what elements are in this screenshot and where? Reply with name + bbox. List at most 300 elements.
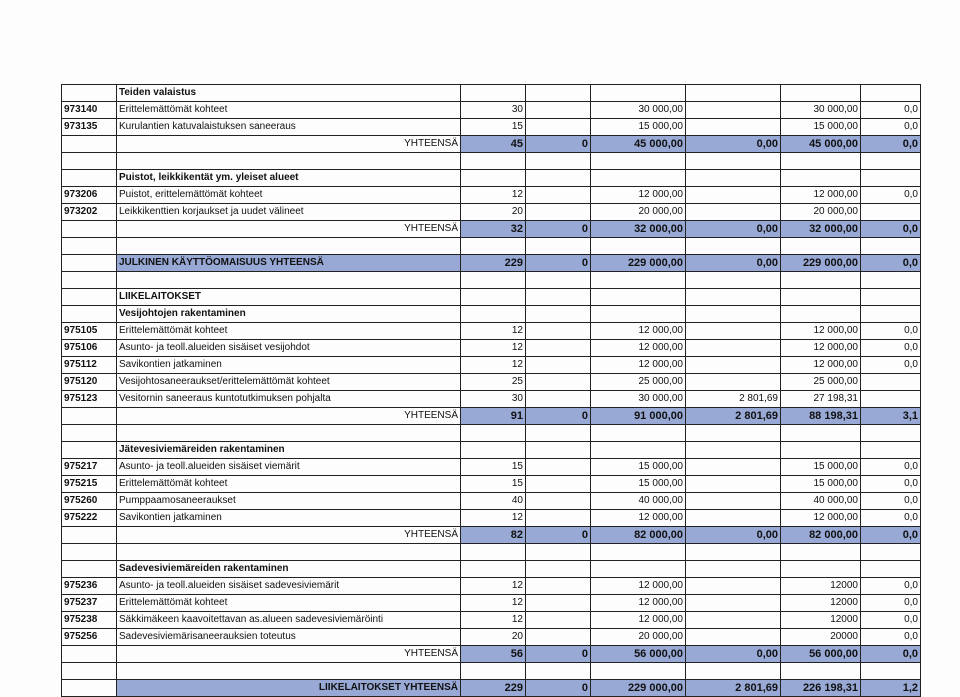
empty-cell xyxy=(686,561,781,578)
item-description: Puistot, erittelemättömät kohteet xyxy=(117,187,461,204)
empty-cell xyxy=(781,85,861,102)
empty-cell xyxy=(861,153,921,170)
value-b xyxy=(526,374,591,391)
empty-cell xyxy=(686,544,781,561)
value-b xyxy=(526,510,591,527)
table-row xyxy=(62,102,921,119)
value-b xyxy=(526,187,591,204)
total-row xyxy=(62,680,921,697)
value-d xyxy=(686,629,781,646)
item-description: Kurulantien katuvalaistuksen saneeraus xyxy=(117,119,461,136)
total-d: 0,00 xyxy=(686,136,781,153)
table-row xyxy=(62,187,921,204)
total-label: YHTEENSÄ xyxy=(117,221,461,238)
empty-cell xyxy=(62,170,117,187)
value-b xyxy=(526,476,591,493)
empty-cell xyxy=(461,425,526,442)
value-b xyxy=(526,612,591,629)
value-a: 12 xyxy=(461,323,526,340)
total-a: 229 xyxy=(461,680,526,697)
value-e: 12 000,00 xyxy=(781,323,861,340)
value-a: 12 xyxy=(461,578,526,595)
value-a: 12 xyxy=(461,357,526,374)
value-d xyxy=(686,459,781,476)
value-d xyxy=(686,595,781,612)
empty-cell xyxy=(117,153,461,170)
value-c: 12 000,00 xyxy=(591,578,686,595)
empty-cell xyxy=(861,272,921,289)
total-e: 32 000,00 xyxy=(781,221,861,238)
value-e: 27 198,31 xyxy=(781,391,861,408)
empty-cell xyxy=(781,153,861,170)
account-code: 973140 xyxy=(62,102,117,119)
empty-cell xyxy=(461,153,526,170)
empty-cell xyxy=(861,442,921,459)
total-b: 0 xyxy=(526,408,591,425)
value-c: 15 000,00 xyxy=(591,459,686,476)
empty-cell xyxy=(591,85,686,102)
empty-cell xyxy=(591,306,686,323)
empty-cell xyxy=(461,272,526,289)
section-title: Jätevesiviemäreiden rakentaminen xyxy=(117,442,461,459)
empty-cell xyxy=(861,85,921,102)
value-e: 12000 xyxy=(781,595,861,612)
budget-table xyxy=(61,84,921,697)
empty-cell xyxy=(686,238,781,255)
empty-cell xyxy=(62,561,117,578)
spacer-row xyxy=(62,425,921,442)
empty-cell xyxy=(686,442,781,459)
table-row xyxy=(62,629,921,646)
empty-cell xyxy=(526,442,591,459)
total-e: 229 000,00 xyxy=(781,255,861,272)
value-f: 0,0 xyxy=(861,187,921,204)
section-title: Puistot, leikkikentät ym. yleiset alueet xyxy=(117,170,461,187)
empty-cell xyxy=(526,425,591,442)
account-code: 973135 xyxy=(62,119,117,136)
spacer-row xyxy=(62,238,921,255)
empty-cell xyxy=(686,306,781,323)
value-b xyxy=(526,595,591,612)
total-e: 82 000,00 xyxy=(781,527,861,544)
total-a: 91 xyxy=(461,408,526,425)
value-f: 0,0 xyxy=(861,578,921,595)
value-a: 15 xyxy=(461,476,526,493)
value-c: 15 000,00 xyxy=(591,119,686,136)
account-code: 975105 xyxy=(62,323,117,340)
value-a: 12 xyxy=(461,612,526,629)
total-f: 0,0 xyxy=(861,646,921,663)
table-row xyxy=(62,459,921,476)
value-e: 12 000,00 xyxy=(781,510,861,527)
total-e: 56 000,00 xyxy=(781,646,861,663)
value-a: 12 xyxy=(461,595,526,612)
total-row xyxy=(62,527,921,544)
total-label: YHTEENSÄ xyxy=(117,527,461,544)
value-e: 25 000,00 xyxy=(781,374,861,391)
total-c: 229 000,00 xyxy=(591,255,686,272)
empty-cell xyxy=(861,289,921,306)
empty-cell xyxy=(861,425,921,442)
empty-cell xyxy=(62,544,117,561)
account-code: 975106 xyxy=(62,340,117,357)
account-code: 973202 xyxy=(62,204,117,221)
value-e: 12 000,00 xyxy=(781,340,861,357)
value-f: 0,0 xyxy=(861,510,921,527)
value-e: 15 000,00 xyxy=(781,119,861,136)
value-f xyxy=(861,204,921,221)
empty-cell xyxy=(62,136,117,153)
value-f: 0,0 xyxy=(861,119,921,136)
empty-cell xyxy=(781,561,861,578)
empty-cell xyxy=(461,442,526,459)
section-title-row xyxy=(62,85,921,102)
empty-cell xyxy=(591,238,686,255)
total-f: 3,1 xyxy=(861,408,921,425)
empty-cell xyxy=(686,425,781,442)
value-c: 40 000,00 xyxy=(591,493,686,510)
item-description: Säkkimäkeen kaavoitettavan as.alueen sadevesiviemäröinti xyxy=(117,612,461,629)
value-b xyxy=(526,629,591,646)
value-f xyxy=(861,374,921,391)
value-a: 15 xyxy=(461,459,526,476)
value-f: 0,0 xyxy=(861,459,921,476)
empty-cell xyxy=(526,306,591,323)
empty-cell xyxy=(861,561,921,578)
value-c: 12 000,00 xyxy=(591,323,686,340)
total-d: 0,00 xyxy=(686,527,781,544)
value-a: 25 xyxy=(461,374,526,391)
total-d: 2 801,69 xyxy=(686,680,781,697)
value-f: 0,0 xyxy=(861,476,921,493)
value-d xyxy=(686,612,781,629)
empty-cell xyxy=(861,306,921,323)
empty-cell xyxy=(461,238,526,255)
value-a: 20 xyxy=(461,629,526,646)
account-code: 975256 xyxy=(62,629,117,646)
total-row xyxy=(62,221,921,238)
empty-cell xyxy=(686,153,781,170)
total-d: 0,00 xyxy=(686,221,781,238)
value-d: 2 801,69 xyxy=(686,391,781,408)
total-b: 0 xyxy=(526,221,591,238)
item-description: Savikontien jatkaminen xyxy=(117,510,461,527)
value-c: 12 000,00 xyxy=(591,612,686,629)
item-description: Asunto- ja teoll.alueiden sisäiset vesijohdot xyxy=(117,340,461,357)
empty-cell xyxy=(62,646,117,663)
value-e: 12000 xyxy=(781,612,861,629)
section-title: Sadevesiviemäreiden rakentaminen xyxy=(117,561,461,578)
total-b: 0 xyxy=(526,527,591,544)
table-row xyxy=(62,578,921,595)
total-f: 1,2 xyxy=(861,680,921,697)
table-row xyxy=(62,323,921,340)
account-code: 975120 xyxy=(62,374,117,391)
value-c: 15 000,00 xyxy=(591,476,686,493)
empty-cell xyxy=(62,527,117,544)
total-a: 32 xyxy=(461,221,526,238)
value-d xyxy=(686,493,781,510)
value-a: 12 xyxy=(461,510,526,527)
table-row xyxy=(62,612,921,629)
value-b xyxy=(526,119,591,136)
section-title-row xyxy=(62,306,921,323)
total-d: 0,00 xyxy=(686,255,781,272)
table-row xyxy=(62,493,921,510)
total-f: 0,0 xyxy=(861,527,921,544)
value-c: 12 000,00 xyxy=(591,510,686,527)
empty-cell xyxy=(591,544,686,561)
table-row xyxy=(62,340,921,357)
value-b xyxy=(526,323,591,340)
total-f: 0,0 xyxy=(861,255,921,272)
value-b xyxy=(526,459,591,476)
item-description: Vesijohtosaneeraukset/erittelemättömät kohteet xyxy=(117,374,461,391)
empty-cell xyxy=(686,85,781,102)
value-d xyxy=(686,340,781,357)
empty-cell xyxy=(62,408,117,425)
empty-cell xyxy=(62,85,117,102)
value-b xyxy=(526,357,591,374)
value-f: 0,0 xyxy=(861,493,921,510)
total-label: JULKINEN KÄYTTÖOMAISUUS YHTEENSÄ xyxy=(117,255,461,272)
spacer-row xyxy=(62,544,921,561)
table-row xyxy=(62,204,921,221)
account-code: 975112 xyxy=(62,357,117,374)
value-f: 0,0 xyxy=(861,102,921,119)
empty-cell xyxy=(526,289,591,306)
item-description: Asunto- ja teoll.alueiden sisäiset viemärit xyxy=(117,459,461,476)
empty-cell xyxy=(781,272,861,289)
value-e: 15 000,00 xyxy=(781,476,861,493)
empty-cell xyxy=(526,561,591,578)
empty-cell xyxy=(861,544,921,561)
value-f: 0,0 xyxy=(861,340,921,357)
empty-cell xyxy=(591,561,686,578)
value-f: 0,0 xyxy=(861,323,921,340)
value-d xyxy=(686,187,781,204)
value-c: 12 000,00 xyxy=(591,340,686,357)
account-code: 975236 xyxy=(62,578,117,595)
value-f: 0,0 xyxy=(861,595,921,612)
empty-cell xyxy=(461,544,526,561)
total-e: 88 198,31 xyxy=(781,408,861,425)
total-f: 0,0 xyxy=(861,221,921,238)
value-c: 12 000,00 xyxy=(591,357,686,374)
empty-cell xyxy=(591,170,686,187)
empty-cell xyxy=(62,442,117,459)
total-b: 0 xyxy=(526,255,591,272)
section-title: LIIKELAITOKSET xyxy=(117,289,461,306)
value-b xyxy=(526,391,591,408)
value-e: 12000 xyxy=(781,578,861,595)
total-row xyxy=(62,255,921,272)
empty-cell xyxy=(461,170,526,187)
item-description: Vesitornin saneeraus kuntotutkimuksen pohjalta xyxy=(117,391,461,408)
table-row xyxy=(62,119,921,136)
value-b xyxy=(526,204,591,221)
total-c: 32 000,00 xyxy=(591,221,686,238)
account-code: 973206 xyxy=(62,187,117,204)
value-f: 0,0 xyxy=(861,357,921,374)
account-code: 975217 xyxy=(62,459,117,476)
table-row xyxy=(62,357,921,374)
total-a: 229 xyxy=(461,255,526,272)
value-d xyxy=(686,578,781,595)
empty-cell xyxy=(62,255,117,272)
value-c: 20 000,00 xyxy=(591,629,686,646)
value-a: 15 xyxy=(461,119,526,136)
total-label: LIIKELAITOKSET YHTEENSÄ xyxy=(117,680,461,697)
empty-cell xyxy=(62,221,117,238)
value-a: 20 xyxy=(461,204,526,221)
empty-cell xyxy=(62,272,117,289)
table-row xyxy=(62,510,921,527)
value-d xyxy=(686,204,781,221)
empty-cell xyxy=(62,680,117,697)
value-a: 40 xyxy=(461,493,526,510)
section-title-row xyxy=(62,289,921,306)
empty-cell xyxy=(62,153,117,170)
total-b: 0 xyxy=(526,136,591,153)
table-row xyxy=(62,595,921,612)
table-row xyxy=(62,476,921,493)
total-a: 82 xyxy=(461,527,526,544)
empty-cell xyxy=(591,425,686,442)
value-a: 12 xyxy=(461,187,526,204)
total-b: 0 xyxy=(526,646,591,663)
item-description: Asunto- ja teoll.alueiden sisäiset sadevesiviemärit xyxy=(117,578,461,595)
empty-cell xyxy=(781,544,861,561)
empty-cell xyxy=(62,289,117,306)
empty-cell xyxy=(781,238,861,255)
section-title-row xyxy=(62,170,921,187)
total-row xyxy=(62,136,921,153)
empty-cell xyxy=(686,272,781,289)
value-d xyxy=(686,102,781,119)
spacer-row xyxy=(62,272,921,289)
value-b xyxy=(526,340,591,357)
value-d xyxy=(686,476,781,493)
item-description: Savikontien jatkaminen xyxy=(117,357,461,374)
value-e: 40 000,00 xyxy=(781,493,861,510)
value-c: 20 000,00 xyxy=(591,204,686,221)
item-description: Erittelemättömät kohteet xyxy=(117,323,461,340)
item-description: Pumppaamosaneeraukset xyxy=(117,493,461,510)
value-c: 12 000,00 xyxy=(591,187,686,204)
account-code: 975222 xyxy=(62,510,117,527)
value-f: 0,0 xyxy=(861,629,921,646)
empty-cell xyxy=(781,442,861,459)
total-label: YHTEENSÄ xyxy=(117,646,461,663)
empty-cell xyxy=(461,85,526,102)
total-c: 91 000,00 xyxy=(591,408,686,425)
account-code: 975238 xyxy=(62,612,117,629)
total-label: YHTEENSÄ xyxy=(117,408,461,425)
total-a: 45 xyxy=(461,136,526,153)
empty-cell xyxy=(526,272,591,289)
total-d: 2 801,69 xyxy=(686,408,781,425)
empty-cell xyxy=(526,544,591,561)
empty-cell xyxy=(526,153,591,170)
section-title-row xyxy=(62,442,921,459)
value-d xyxy=(686,374,781,391)
section-title: Vesijohtojen rakentaminen xyxy=(117,306,461,323)
empty-cell xyxy=(861,170,921,187)
empty-cell xyxy=(591,272,686,289)
total-c: 82 000,00 xyxy=(591,527,686,544)
empty-cell xyxy=(62,238,117,255)
account-code: 975260 xyxy=(62,493,117,510)
value-e: 15 000,00 xyxy=(781,459,861,476)
empty-cell xyxy=(686,170,781,187)
empty-cell xyxy=(591,442,686,459)
empty-cell xyxy=(591,289,686,306)
total-c: 229 000,00 xyxy=(591,680,686,697)
value-c: 12 000,00 xyxy=(591,595,686,612)
item-description: Erittelemättömät kohteet xyxy=(117,595,461,612)
empty-cell xyxy=(686,289,781,306)
value-d xyxy=(686,323,781,340)
empty-cell xyxy=(62,425,117,442)
total-c: 45 000,00 xyxy=(591,136,686,153)
budget-table-body xyxy=(62,85,921,697)
value-a: 30 xyxy=(461,102,526,119)
value-d xyxy=(686,119,781,136)
value-a: 12 xyxy=(461,340,526,357)
empty-cell xyxy=(526,238,591,255)
empty-cell xyxy=(117,238,461,255)
empty-cell xyxy=(781,170,861,187)
value-b xyxy=(526,578,591,595)
total-b: 0 xyxy=(526,680,591,697)
value-c: 25 000,00 xyxy=(591,374,686,391)
value-d xyxy=(686,357,781,374)
value-f: 0,0 xyxy=(861,612,921,629)
empty-cell xyxy=(781,306,861,323)
total-f: 0,0 xyxy=(861,136,921,153)
item-description: Erittelemättömät kohteet xyxy=(117,102,461,119)
value-e: 30 000,00 xyxy=(781,102,861,119)
account-code: 975237 xyxy=(62,595,117,612)
item-description: Sadevesiviemärisaneerauksien toteutus xyxy=(117,629,461,646)
value-e: 20 000,00 xyxy=(781,204,861,221)
total-row xyxy=(62,646,921,663)
value-d xyxy=(686,510,781,527)
spacer-row xyxy=(62,153,921,170)
empty-cell xyxy=(461,561,526,578)
total-d: 0,00 xyxy=(686,646,781,663)
account-code: 975123 xyxy=(62,391,117,408)
total-e: 45 000,00 xyxy=(781,136,861,153)
section-title: Teiden valaistus xyxy=(117,85,461,102)
total-e: 226 198,31 xyxy=(781,680,861,697)
value-b xyxy=(526,102,591,119)
empty-cell xyxy=(117,425,461,442)
empty-cell xyxy=(861,238,921,255)
item-description: Erittelemättömät kohteet xyxy=(117,476,461,493)
value-b xyxy=(526,493,591,510)
empty-cell xyxy=(461,306,526,323)
account-code: 975215 xyxy=(62,476,117,493)
total-label: YHTEENSÄ xyxy=(117,136,461,153)
empty-cell xyxy=(117,544,461,561)
empty-cell xyxy=(781,289,861,306)
value-f xyxy=(861,391,921,408)
section-title-row xyxy=(62,561,921,578)
value-c: 30 000,00 xyxy=(591,391,686,408)
empty-cell xyxy=(526,170,591,187)
